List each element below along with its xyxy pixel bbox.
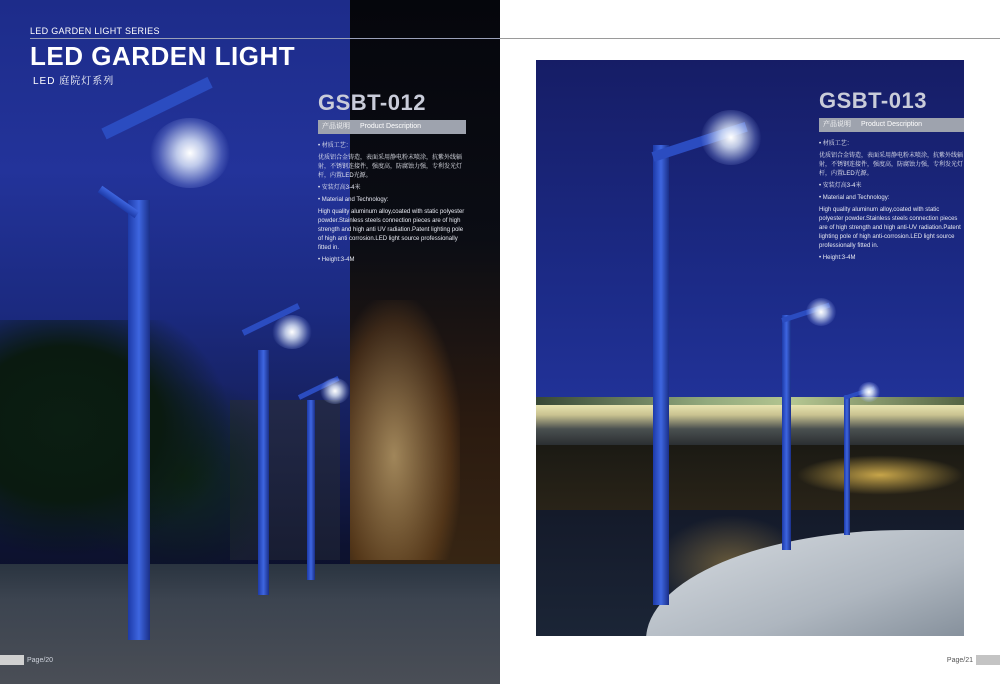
page-number-text: Page/21 <box>946 656 973 664</box>
riverside-photo <box>536 60 964 636</box>
description-line: • 安装灯高3-4米 <box>318 185 361 191</box>
description-label-cn: 产品说明 <box>322 123 350 130</box>
bridge-glow <box>796 455 964 495</box>
model-number: GSBT-013 <box>819 88 927 113</box>
description-line: • Material and Technology: <box>318 197 389 203</box>
description-text <box>819 140 964 263</box>
description-line: High quality aluminum alloy,coated with static polyester powder.Stainless steels connection pieces are of high strength and high anti UV radiation.Patent lighting pole of high anti corrosion.LED light source professionally fitted in. <box>318 209 465 251</box>
description-line: High quality aluminum alloy,coated with static polyester powder.Stainless steels connection pieces are of high strength and high anti-UV radiation.Patent lighting pole of high anti-corrosion.LED light source professionally fitted in. <box>819 207 961 249</box>
plaza-ground <box>0 564 500 684</box>
description-text <box>318 142 466 265</box>
product-block-012 <box>318 90 466 268</box>
page-title: LED GARDEN LIGHT <box>30 41 296 71</box>
description-line: • 材质工艺： <box>819 141 853 147</box>
description-line: • 安装灯高3-4米 <box>819 183 862 189</box>
description-header <box>318 120 466 134</box>
description-header <box>819 118 964 132</box>
page-number-left <box>0 655 53 665</box>
description-line: • Height:3-4M <box>318 257 355 263</box>
page-subtitle: LED 庭院灯系列 <box>33 76 115 87</box>
description-label-cn: 产品说明 <box>823 121 851 128</box>
description-line: 优质铝合金铸造，表面采用静电粉末喷涂，抗紫外线辐射，不锈钢连接件，强度高，防腐蚀力强，专利发光灯杆，内置LED光源。 <box>819 153 964 177</box>
bridge <box>536 405 964 445</box>
description-line: 优质铝合金铸造，表面采用静电粉末喷涂，抗紫外线辐射，不锈钢连接件，强度高，防腐蚀力强，专利发光灯杆，内置LED光源。 <box>318 155 463 179</box>
header-rule <box>500 38 1000 39</box>
right-page <box>500 0 1000 684</box>
page-number-right <box>947 655 1000 665</box>
description-label-en: Product Description <box>359 123 422 130</box>
product-block-013 <box>819 88 964 266</box>
description-label-en: Product Description <box>860 121 923 128</box>
description-line: • Height:3-4M <box>819 255 856 261</box>
description-line: • Material and Technology: <box>819 195 890 201</box>
series-label: LED GARDEN LIGHT SERIES <box>30 26 160 36</box>
page-number-text: Page/20 <box>27 656 54 664</box>
storefront-glow <box>350 300 460 560</box>
model-number: GSBT-012 <box>318 90 426 115</box>
description-line: • 材质工艺： <box>318 143 352 149</box>
header-rule <box>30 38 500 39</box>
